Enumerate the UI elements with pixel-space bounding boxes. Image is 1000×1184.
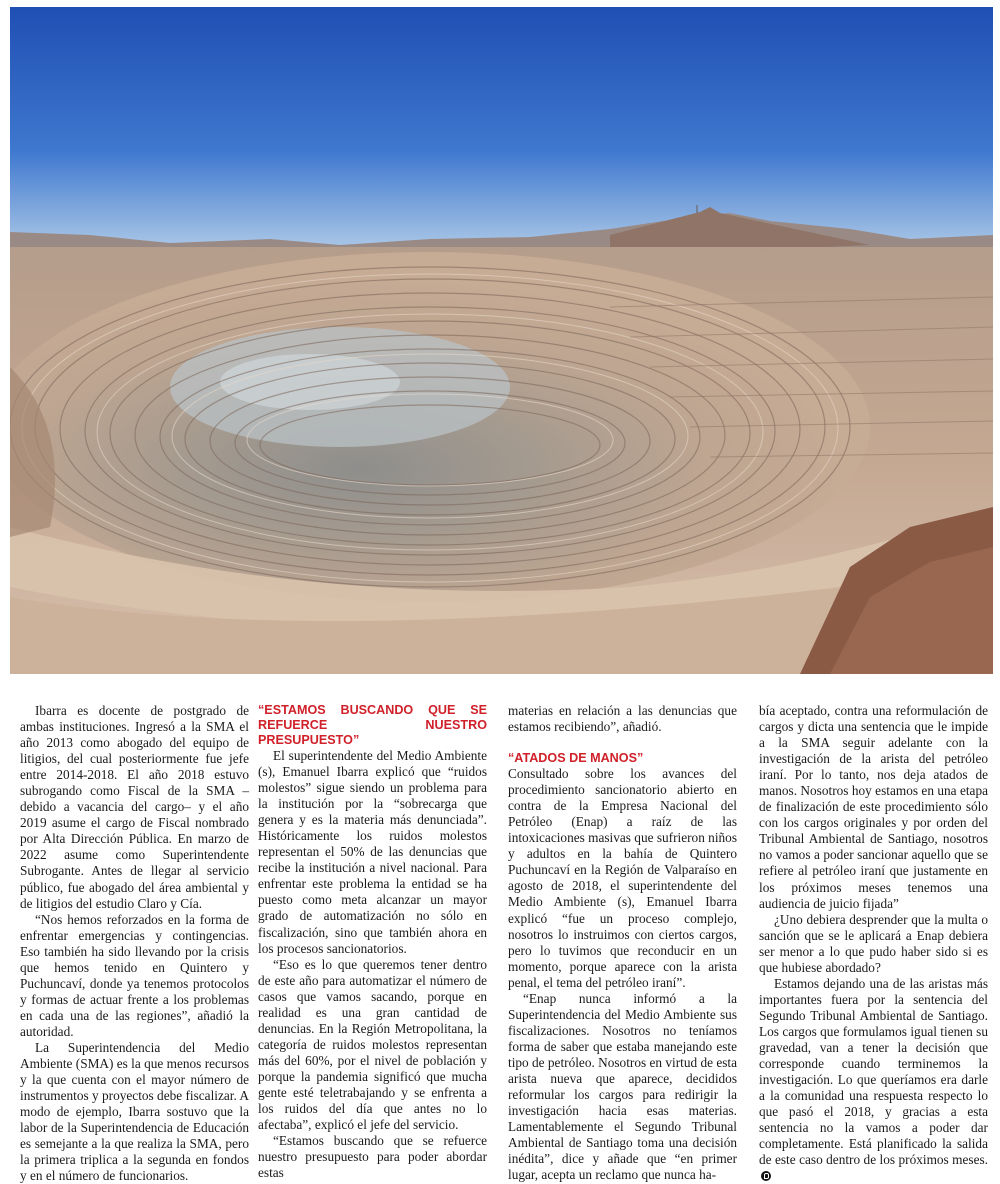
article-paragraph: El superintendente del Medio Ambiente (s), Emanuel Ibarra explicó que “ruidos molestos” sigue siendo un problema para la institución por la “sobrecarga que genera y es la materia más denunciada”. Históricamente los ruidos molestos representan el 50% de las denuncias que recibe la institución a nivel nacional. Para enfrentar este problema la entidad se ha puesto como meta alcanzar un mayor grado de automatización no sólo en fiscalización, sino que también ahora en los procesos sancionatorios. [258,748,487,956]
article-paragraph: La Superintendencia del Medio Ambiente (SMA) es la que menos recursos y la que cuenta con el mayor número de instrumentos y proyectos debe fiscalizar. A modo de ejemplo, Ibarra sostuvo que la labor de la Superintendencia de Educación es semejante a la que realiza la SMA, pero la primera triplica a la segunda en fondos y en el número de funcionarios. [20,1039,249,1184]
article-column-3 [508,703,737,1183]
article-paragraph: Consultado sobre los avances del procedimiento sancionatorio abierto en contra de la Empresa Nacional del Petróleo (Enap) a raíz de las intoxicaciones masivas que sufrieron niños y adultos en la bahía de Quintero Puchuncaví en la Región de Valparaíso en agosto de 2018, el superintendente del Medio Ambiente (s), Emanuel Ibarra explicó “fue un proceso complejo, nosotros lo instruimos con ciertos cargos, pero lo tuvimos que reconducir en un momento, porque aparece con la arista penal, el tema del petróleo iraní”. [508,766,737,990]
article-paragraph: “Nos hemos reforzados en la forma de enfrentar emergencias y contingencias. Eso también ha sido llevando por la crisis que hemos tenido en Quintero y Puchuncaví, donde ya tenemos protocolos y formas de actuar frente a los problemas en cada una de las regiones”, añadió la autoridad. [20,911,249,1039]
article-question: ¿Uno debiera desprender que la multa o sanción que se le aplicará a Enap debiera ser menor a lo que pudo haber sido si es que hubiese abordado? [759,911,988,975]
article-column-2 [258,703,487,1181]
article-paragraph [759,976,988,1184]
article-column-4 [759,703,988,1184]
open-pit-mine-photo [10,7,993,674]
end-of-article-icon [761,1171,771,1181]
article-paragraph: “Estamos buscando que se refuerce nuestro presupuesto para poder abordar estas [258,1133,487,1181]
article-paragraph: bía aceptado, contra una reformulación de cargos y dicta una sentencia que le impide a la SMA seguir adelante con la investigación de la arista del petróleo iraní. Por lo tanto, nos deja atados de manos. Nosotros hoy estamos en una etapa de finalización de este procedimiento sólo con los cargos originales y por orden del Tribunal Ambiental de Santiago, nosotros no vamos a poder sancionar aquello que se refiere al petróleo iraní que justamente en los próximos meses tenemos una audiencia de juicio fijada” [759,703,988,911]
section-subhead-presupuesto: “ESTAMOS BUSCANDO QUE SE REFUERCE NUESTRO PRESUPUESTO” [258,703,487,747]
article-body [20,703,994,1184]
article-final-text: Estamos dejando una de las aristas más importantes fuera por la sentencia del Segundo Tribunal Ambiental de Santiago. Los cargos que formulamos igual tienen su gravedad, van a tener la decisión que corresponde cuando terminemos la investigación. Lo que queríamos era darle a la comunidad una respuesta respecto lo que pasó el 2018, y gracias a esta sentencia no la vamos a poder dar completamente. Está planificado la salida de este caso dentro de los próximos meses. [759,975,988,1168]
section-subhead-atados: “ATADOS DE MANOS” [508,751,644,766]
article-paragraph: “Enap nunca informó a la Superintendencia del Medio Ambiente sus fiscalizaciones. Nosotros no teníamos forma de saber que estaba manejando este tipo de petróleo. Nosotros en virtud de esta arista nueva que aparece, decididos reformular los cargos para redirigir la investigación hacia esas materias. Lamentablemente el Segundo Tribunal Ambiental de Santiago toma una decisión inédita”, dice y añade que “en primer lugar, acepta un reclamo que nunca ha- [508,990,737,1183]
article-column-1 [20,703,249,1184]
article-paragraph: Ibarra es docente de postgrado de ambas instituciones. Ingresó a la SMA el año 2013 como abogado del equipo de litigios, del cual posteriormente fue jefe entre 2014-2018. El año 2018 estuvo subrogando como Fiscal de la SMA –debido a vacancia del cargo– y el año 2019 asume el cargo de Fiscal nombrado por Alta Dirección Pública. En marzo de 2022 asume como Superintendente Subrogante. Antes de llegar al servicio público, fue abogado del área ambiental y de litigios del estudio Claro y Cía. [20,703,249,911]
article-paragraph: “Eso es lo que queremos tener dentro de este año para automatizar el número de casos que vamos sacando, porque en realidad es una gran cantidad de denuncias. En la Región Metropolitana, la categoría de ruidos molestos representan más del 60%, por el nivel de población y porque la pandemia significó que mucha gente esté teletrabajando y se enfrenta a los ruidos del día que antes no lo afectaba”, explicó el jefe del servicio. [258,956,487,1133]
article-paragraph: materias en relación a las denuncias que estamos recibiendo”, añadió. [508,703,737,735]
